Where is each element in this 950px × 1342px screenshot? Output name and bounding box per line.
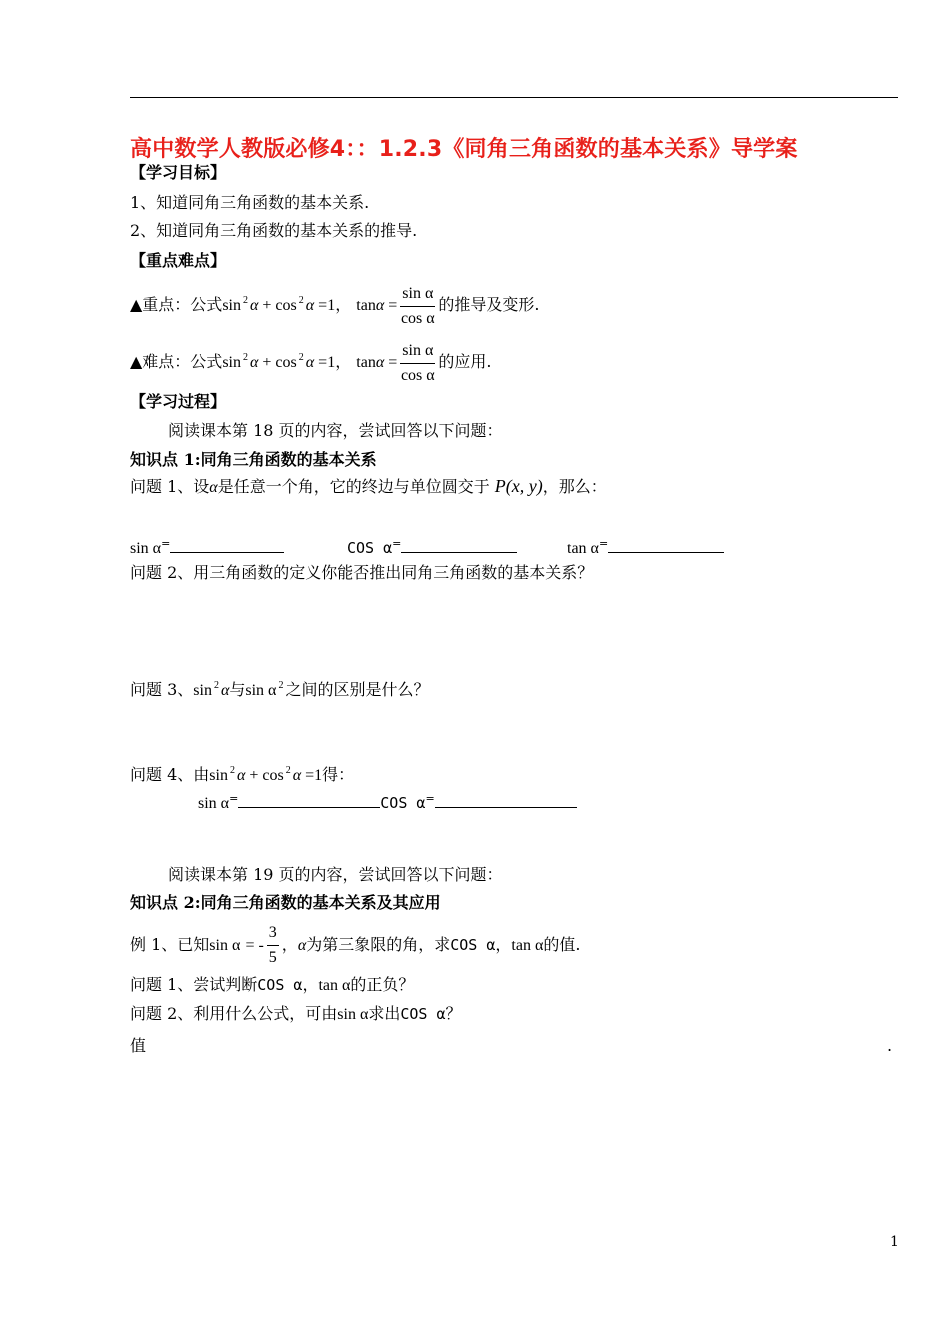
tan-formula-2: tanα = $\frac{\text{sin α}}{\text{cos α}}$ — [356, 342, 435, 384]
sub-question-1: 问题 1、尝试判断COS α，tan α的正负？ — [130, 975, 415, 994]
objective-item-2: 2、知道同角三角函数的基本关系的推导. — [130, 221, 418, 240]
objective-item-1: 1、知道同角三角函数的基本关系. — [130, 193, 370, 212]
keypoints-heading: 【重点难点】 — [130, 251, 227, 270]
key-point-suffix: 的推导及变形. — [438, 295, 540, 315]
key-point-prefix: ▲重点：公式 — [130, 295, 223, 315]
example-1: 例 1、已知sin α = - $\frac{3}{5}$ ，α为第三象限的角，求COS α，tan α的值. — [130, 924, 581, 966]
key-point-line: ▲重点：公式sin $^2$ α + cos $^2$ α =1， tanα = $\frac{\text{sin α}}{\text{cos α}}$ 的推导及变形. — [130, 285, 540, 327]
trailing-dot: . — [887, 1036, 893, 1055]
document-title: 高中数学人教版必修4：：1.2.3《同角三角函数的基本关系》导学案 — [130, 137, 798, 162]
sub-question-2: 问题 2、利用什么公式，可由sin α求出COS α？ — [130, 1004, 462, 1023]
q4-cos-blank[interactable] — [435, 795, 577, 808]
question-4: 问题 4、由sin $^2$ α + cos $^2$ α =1得： — [130, 765, 355, 784]
q4-sin-blank[interactable] — [238, 795, 380, 808]
question-3: 问题 3、sin $^2$ α与sin α $^2$ 之间的区别是什么？ — [130, 680, 430, 699]
identity-formula: sin $^2$ α + cos $^2$ α =1 — [222, 295, 336, 315]
tan-answer-blank[interactable] — [608, 540, 724, 553]
knowledge-point-1: 知识点 1:同角三角函数的基本关系 — [130, 450, 377, 469]
header-rule — [130, 97, 898, 98]
question-1: 问题 1、设α是任意一个角，它的终边与单位圆交于 P(x, y)，那么： — [130, 476, 607, 496]
identity-formula-2: sin $^2$ α + cos $^2$ α =1 — [222, 352, 336, 372]
value-label: 值 — [130, 1036, 147, 1055]
point-p: P(x, y) — [494, 476, 543, 496]
tan-blank-line: tan α= — [567, 534, 724, 559]
difficult-point-line: ▲难点：公式sin $^2$ α + cos $^2$ α =1， tanα = $\frac{\text{sin α}}{\text{cos α}}$ 的应用. — [130, 342, 492, 384]
q4-answer-line: sin α= COS α= — [198, 789, 577, 814]
cos-answer-blank[interactable] — [401, 540, 517, 553]
knowledge-point-2: 知识点 2:同角三角函数的基本关系及其应用 — [130, 893, 441, 912]
difficult-point-suffix: 的应用. — [438, 352, 492, 372]
page-number: 1 — [890, 1234, 899, 1250]
difficult-point-prefix: ▲难点：公式 — [130, 352, 223, 372]
process-heading: 【学习过程】 — [130, 392, 227, 411]
sin-answer-blank[interactable] — [170, 540, 284, 553]
tan-formula: tanα = $\frac{\text{sin α}}{\text{cos α}}$ — [356, 285, 435, 327]
cos-blank-line: COS α= — [347, 534, 517, 558]
objectives-heading: 【学习目标】 — [130, 163, 227, 182]
reading-instruction-2: 阅读课本第 19 页的内容，尝试回答以下问题： — [168, 865, 503, 884]
sin-blank-line: sin α= — [130, 534, 284, 559]
reading-instruction-1: 阅读课本第 18 页的内容，尝试回答以下问题： — [168, 421, 503, 440]
question-2: 问题 2、用三角函数的定义你能否推出同角三角函数的基本关系？ — [130, 563, 594, 582]
